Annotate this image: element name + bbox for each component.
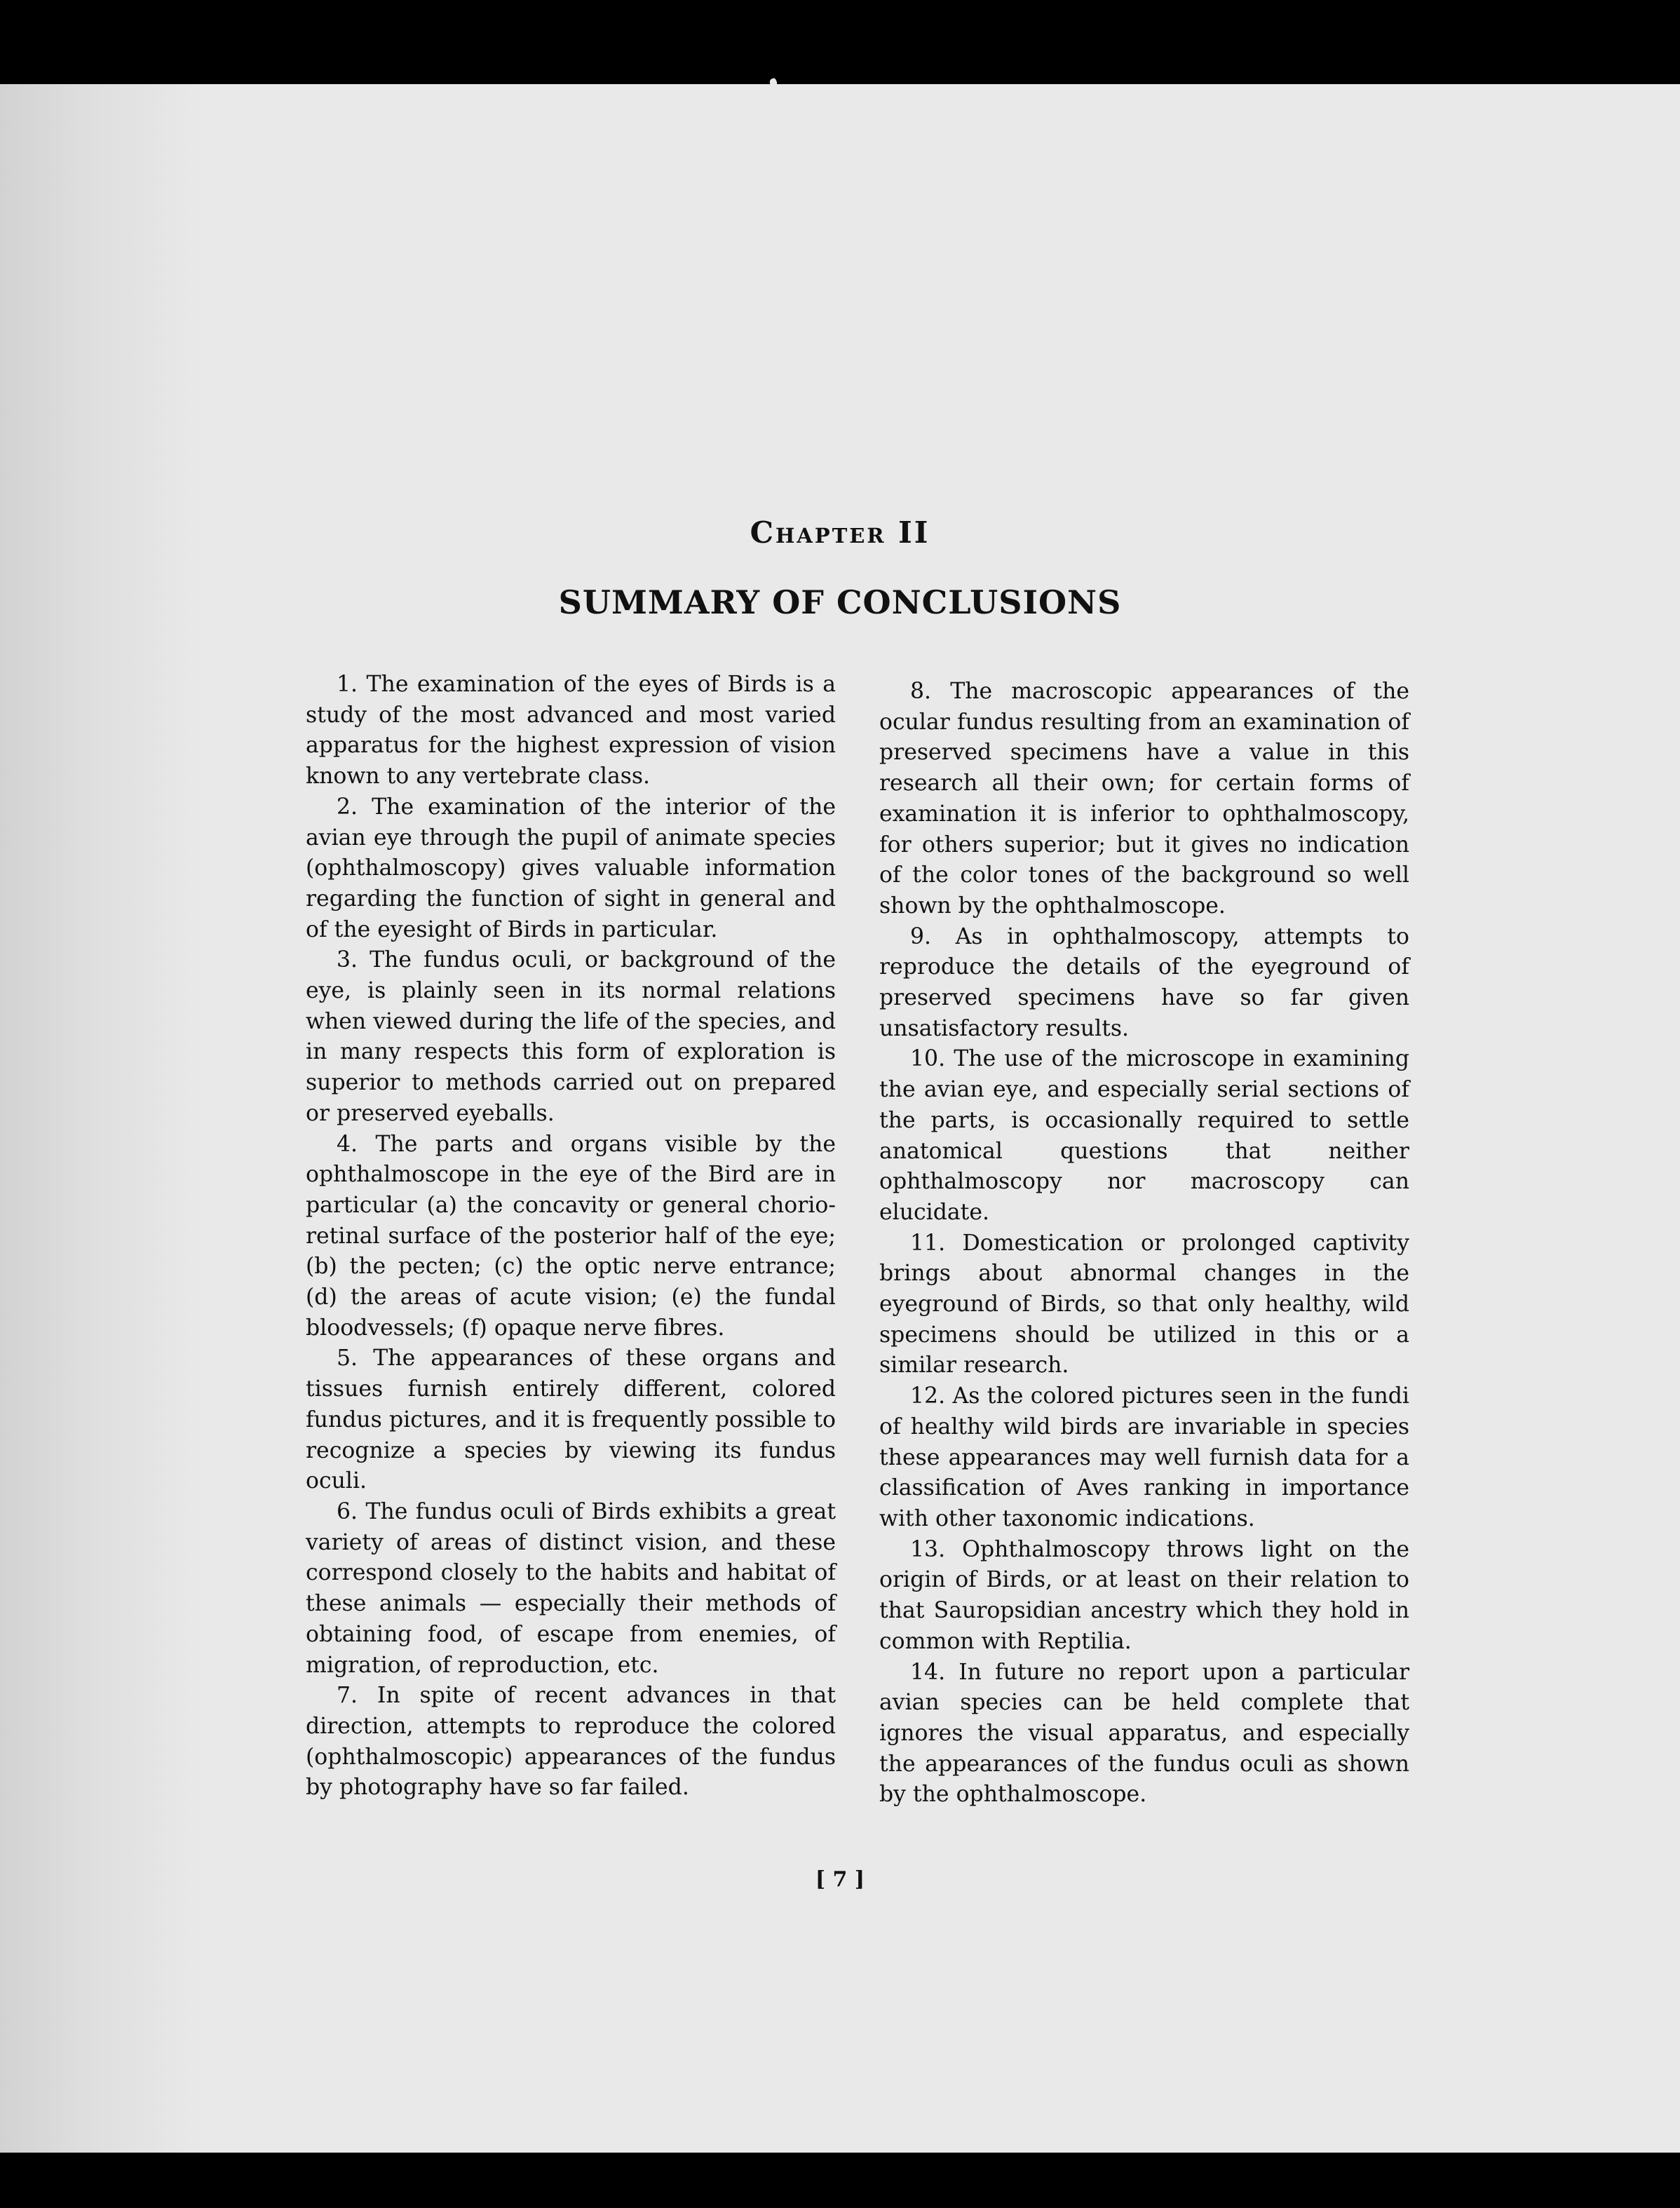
conclusion-number: 14. xyxy=(910,1659,946,1685)
conclusion-paragraph xyxy=(306,1497,836,1681)
conclusion-text: The examination of the interior of the avian eye through the pupil of animate species (ophthalmoscopy) gives valuable information regarding the function of sight in general and of the eyesight of Birds in particular. xyxy=(306,794,836,942)
conclusion-text: The macroscopic appearances of the ocular fundus resulting from an examination of preserved specimens have a value in this research all their own; for certain forms of examination it is inferior to ophthalmoscopy, for others superior; but it gives no indication of the color tones of the background so well shown by the ophthalmoscope. xyxy=(879,679,1410,919)
conclusion-number: 2. xyxy=(337,794,358,820)
conclusion-text: The fundus oculi, or background of the eye, is plainly seen in its normal relations when viewed during the life of the species, and in many respects this form of exploration is superior to methods carried out on prepared or preserved eyeballs. xyxy=(306,947,836,1126)
conclusion-paragraph xyxy=(306,1343,836,1497)
conclusion-paragraph xyxy=(306,1681,836,1803)
conclusion-number: 5. xyxy=(337,1346,358,1371)
conclusion-paragraph xyxy=(306,945,836,1129)
conclusion-paragraph xyxy=(306,792,836,946)
conclusion-text: Domestication or prolonged captivity brings about abnormal changes in the eyeground of Birds, so that only healthy, wild specimens should be utilized in this or a similar research. xyxy=(879,1230,1410,1379)
conclusion-number: 7. xyxy=(337,1683,358,1709)
conclusion-paragraph xyxy=(879,677,1409,922)
conclusion-text: Ophthalmoscopy throws light on the origin of Birds, or at least on their relation to that Sauropsidian ancestry which they hold in common with Reptilia. xyxy=(879,1536,1410,1654)
conclusion-text: In spite of recent advances in that direction, attempts to reproduce the colored (ophthalmoscopic) appearances of the fundus by photography have so far failed. xyxy=(306,1683,836,1801)
conclusion-number: 9. xyxy=(910,923,932,949)
conclusion-paragraph xyxy=(879,1228,1409,1382)
conclusion-text: The examination of the eyes of Birds is a study of the most advanced and most varied apparatus for the highest expression of vision known to any vertebrate class. xyxy=(306,672,836,790)
conclusion-number: 4. xyxy=(337,1131,358,1157)
conclusion-number: 10. xyxy=(910,1046,946,1072)
conclusion-text: The use of the microscope in examining the avian eye, and especially serial sections of the parts, is occasionally required to settle anatomical questions that neither ophthalmoscopy nor macroscopy can elucidate. xyxy=(879,1046,1409,1225)
conclusion-text: The parts and organs visible by the ophthalmoscope in the eye of the Bird are in particular (a) the concavity or general chorio-retinal surface of the posterior half of the eye; (b) the pecten; (c) the optic nerve entrance; (d) the areas of acute vision; (e) the fundal bloodvessels; (f) opaque nerve fibres. xyxy=(306,1131,836,1341)
chapter-title: SUMMARY OF CONCLUSIONS xyxy=(558,583,1122,621)
conclusion-number: 13. xyxy=(910,1536,946,1562)
conclusion-text: As the colored pictures seen in the fundi of healthy wild birds are invariable in species these appearances may well furnish data for a classification of Aves ranking in importance with other taxonomic indications. xyxy=(879,1383,1410,1531)
left-column xyxy=(306,670,836,1803)
conclusion-number: 6. xyxy=(337,1498,358,1524)
conclusion-number: 8. xyxy=(910,679,932,704)
paper-sheet xyxy=(0,84,1680,2153)
conclusion-paragraph xyxy=(879,922,1409,1045)
conclusion-number: 11. xyxy=(910,1230,946,1256)
conclusion-paragraph xyxy=(879,1044,1409,1228)
conclusion-paragraph xyxy=(879,1535,1409,1658)
chapter-label: Chapter II xyxy=(750,515,930,550)
conclusion-paragraph xyxy=(306,1130,836,1344)
conclusion-number: 12. xyxy=(910,1383,946,1409)
conclusion-paragraph xyxy=(306,670,836,792)
conclusion-text: As in ophthalmoscopy, attempts to reproduce the details of the eyeground of preserved specimens have so far given unsatisfactory results. xyxy=(879,923,1409,1041)
conclusion-text: The appearances of these organs and tissues furnish entirely different, colored fundus pictures, and it is frequently possible to recognize a species by viewing its fundus oculi. xyxy=(306,1346,836,1494)
binding-shadow xyxy=(0,84,203,2153)
conclusion-number: 3. xyxy=(337,947,358,973)
conclusion-paragraph xyxy=(879,1381,1409,1535)
right-column xyxy=(879,677,1409,1810)
page-number: [ 7 ] xyxy=(815,1867,865,1892)
conclusion-number: 1. xyxy=(337,672,358,697)
conclusion-text: In future no report upon a particular avian species can be held complete that ignores the visual apparatus, and especially the appearances of the fundus oculi as shown by the ophthalmoscope. xyxy=(879,1659,1409,1808)
conclusion-paragraph xyxy=(879,1658,1409,1811)
conclusion-text: The fundus oculi of Birds exhibits a great variety of areas of distinct vision, and these correspond closely to the habits and habitat of these animals — especially their methods of obtaining food, of escape from enemies, of migration, of reproduction, etc. xyxy=(306,1498,836,1678)
